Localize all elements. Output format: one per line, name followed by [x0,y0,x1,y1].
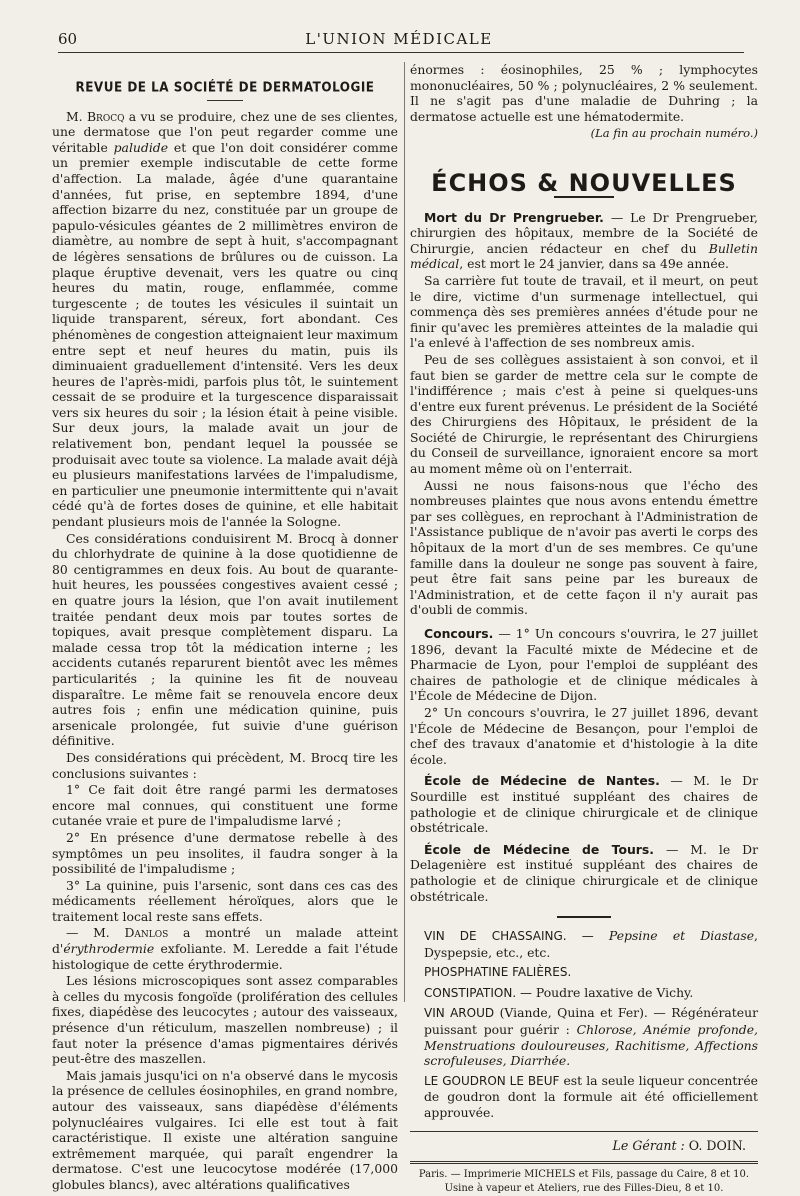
printer-line: Usine à vapeur et Ateliers, rue des Filles-Dieu, 8 et 10. [444,1183,724,1195]
ad-item: VIN AROUD (Viande, Quina et Fer). — Régénérateur puissant pour guérir : Chlorose, Anémie profonde, Menstruations douloureuses, Rachitisme, Affections scrofuleuses, Diarrhée. [424,1005,758,1069]
ad-item: LE GOUDRON LE BEUF est la seule liqueur concentrée de goudron dont la formule ait été officiellement approuvée. [424,1072,758,1121]
ad-item: VIN DE CHASSAING. — Pepsine et Diastase, Dyspepsie, etc., etc. [424,928,758,960]
paragraph: Des considérations qui précèdent, M. Brocq tire les conclusions suivantes : [52,749,398,781]
paragraph: Sa carrière fut toute de travail, et il meurt, on peut le dire, victime d'un surmenage intellectuel, qui commença dès ses premières années d'étude pour ne finir qu'avec les premières atteintes de la maladie qui l'a enlevé à l'affection de ses nombreux amis. [410,272,758,351]
printer-line: Paris. — Imprimerie MICHELS et Fils, passage du Caire, 8 et 10. [418,1169,750,1181]
paragraph: Peu de ses collègues assistaient à son convoi, et il faut bien se garder de mettre cela sur le compte de l'indifférence ; mais c'est à peine si quelques-uns d'entre eux furent prévenus. Le président de la Société des Chirurgiens des Hôpitaux, le président de la Société de Chirurgie, le représentant des Chirurgiens du Conseil de surveillance, ignoraient encore sa mort au moment même où on l'enterrait. [410,351,758,477]
conclusion-item: 1° Ce fait doit être rangé parmi les dermatoses encore mal connues, qui constituent une forme cutanée vraie et pure de l'impaludisme larvé ; [52,782,398,829]
ad-item: PHOSPHATINE FALIÈRES. [424,965,572,980]
paragraph: Les lésions microscopiques sont assez comparables à celles du mycosis fongoïde (prolifération des cellules fixes, diapédèse des leucocytes ; autour des vaisseaux, présence d'un réticulum, maszellen nombreuse) ; il faut noter la présence d'amas pigmentaires dérivés peut-être des maszellen. [52,973,398,1067]
paragraph: — M. Danlos a montré un malade atteint d'érythrodermie exfoliante. M. Leredde a fait l'étude histologique de cette érythrodermie. [52,925,398,972]
continuation-note: (La fin au prochain numéro.) [590,126,758,141]
conclusion-item: 3° La quinine, puis l'arsenic, sont dans ces cas des médicaments réellement héroïques, alors que le traitement local reste sans effets. [52,877,398,924]
right-column [410,62,758,1196]
paragraph: Aussi ne nous faisons-nous que l'écho des nombreuses plaintes que nous avons entendu émettre par ses collègues, en reprochant à l'Administration de l'Assistance publique de n'avoir pas averti le corps des hôpitaux de la mort d'un de ses membres. Ce qu'une famille dans la douleur ne songe pas souvent à faire, peut être fait sans peine par les bureaux de l'Administration, et de cette façon il n'y aurait pas d'oubli de commis. [410,477,758,618]
gerant-rule [410,1131,758,1132]
left-column [52,62,398,1194]
news-item: École de Médecine de Tours. — M. le Dr Delagenière est institué suppléant des chaires de pathologie et de clinique chirurgicale et de clinique obstétricale. [410,841,758,904]
ad-item: CONSTIPATION. — Poudre laxative de Vichy. [424,984,694,1000]
paragraph: 2° Un concours s'ouvrira, le 27 juillet 1896, devant l'École de Médecine de Besançon, pour l'emploi de chef des travaux d'anatomie et d'histologie à la dite école. [410,704,758,767]
news-item: École de Médecine de Nantes. — M. le Dr Sourdille est institué suppléant des chaires de pathologie et de clinique chirurgicale et de clinique obstétricale. [410,773,758,836]
column-divider [404,62,405,1002]
paragraph: Ces considérations conduisirent M. Brocq à donner du chlorhydrate de quinine à la dose quotidienne de 80 centigrammes en deux fois. Au bout de quarante-huit heures, les poussées congestives avaient cessé ; en quatre jours la lésion, que l'on avait inutilement traitée pendant deux mois par toutes sortes de topiques, avait presque complètement disparu. La malade cessa trop tôt la médication interne ; les accidents cutanés reparurent bientôt avec les mêmes particularités ; la quinine les fit de nouveau disparaître. Le même fait se renouvela encore deux autres fois ; enfin une médication quinine, puis arsenicale prolongée, fut suivie d'une guérison définitive. [52,530,398,749]
paragraph: M. Brocq a vu se produire, chez une de ses clientes, une dermatose que l'on peut regarder comme une véritable paludide et que l'on doit considérer comme un premier exemple indiscutable de cette forme d'affection. La malade, âgée d'une quarantaine d'années, fut prise, en septembre 1894, d'une affection bizarre du nez, constituée par un groupe de papulo-vésicules géantes de 2 millimètres environ de diamètre, au nombre de sept à huit, s'accompagnant de légères sensations de brûlures ou de cuisson. La plaque éruptive devenait, vers les quatre ou cinq heures du matin, rouge, enflammée, comme turgescente ; de toutes les vésicules il suintait un liquide transparent, séreux, fort abondant. Ces phénomènes de congestion atteignaient leur maximum entre sept et neuf heures du matin, puis ils diminuaient graduellement d'intensité. Vers les deux heures de l'après-midi, parfois plus tôt, le suintement cessait de se produire et la turgescence disparaissait vers six heures du soir ; la lésion était à peine visible. Sur deux jours, la malade avait un jour de relativement bon, pendant lequel la poussée se produisait avec toute sa violence. La malade avait déjà eu plusieurs manifestations larvées de l'impaludisme, en particulier une pneumonie intermittente qui n'avait cédé qu'à de fortes doses de quinine, et elle habitait pendant plusieurs mois de l'année la Sologne. [52,108,398,530]
echos-title: ÉCHOS & NOUVELLES [431,168,737,197]
running-head [58,30,740,52]
page-number: 60 [58,30,78,48]
conclusion-item: 2° En présence d'une dermatose rebelle à des symptômes un peu insolites, il faudra songer à la possibilité de l'impaludisme ; [52,829,398,877]
ads-rule [557,916,611,918]
news-item: Concours. — 1° Un concours s'ouvrira, le 27 juillet 1896, devant la Faculté mixte de Médecine et de Pharmacie de Lyon, pour l'emploi de suppléant des chaires de pathologie et de clinique médicales à l'École de Médecine de Dijon. [410,626,758,704]
paragraph-continued: énormes : éosinophiles, 25 % ; lymphocytes mononucléaires, 50 % ; polynucléaires, 2 % seulement. Il ne s'agit pas d'une maladie de Duhring ; la dermatose actuelle est une hématodermite. [410,62,758,124]
paragraph: Mais jamais jusqu'ici on n'a observé dans le mycosis la présence de cellules éosinophiles, en grand nombre, autour des vaisseaux, sans diapédèse d'éléments polynucléaires vulgaires. Ici elle est tout à fait caractéristique. Il existe une altération sanguine extrêmement marquée, qui paraît engendrer la dermatose. C'est une leucocytose modérée (17,000 globules blancs), avec altérations qualificatives [52,1067,398,1192]
section-title: REVUE DE LA SOCIÉTÉ DE DERMATOLOGIE [75,79,375,95]
news-item: Mort du Dr Prengrueber. — Le Dr Prengrueber, chirurgien des hôpitaux, membre de la Société de Chirurgie, ancien rédacteur en chef du Bulletin médical, est mort le 24 janvier, dans sa 49e année. [410,209,758,272]
journal-title: L'UNION MÉDICALE [305,30,493,48]
header-rule [58,52,744,53]
printer-rule [410,1161,758,1164]
gerant-line: Le Gérant : O. DOIN. [612,1137,746,1153]
title-rule [207,100,243,101]
